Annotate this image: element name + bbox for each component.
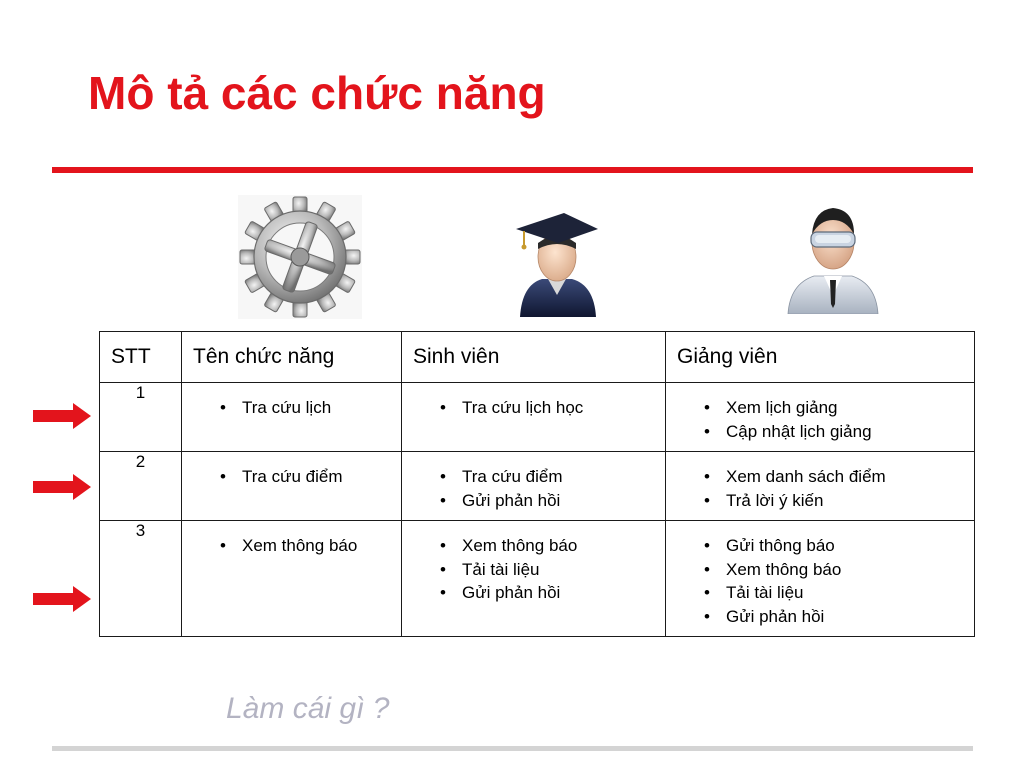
- header-student: Sinh viên: [402, 332, 666, 383]
- header-function: Tên chức năng: [182, 332, 402, 383]
- list-item: • Gửi thông báo: [666, 534, 974, 558]
- function-cell: [182, 521, 402, 637]
- lecturer-icon: [786, 200, 880, 314]
- list-item: • Xem thông báo: [182, 534, 401, 558]
- list-item: • Gửi phản hồi: [402, 489, 665, 513]
- arrow-right-icon: [33, 586, 91, 612]
- list-item: • Trả lời ý kiến: [666, 489, 974, 513]
- question-caption: Làm cái gì ?: [226, 692, 390, 725]
- arrow-right-icon: [33, 474, 91, 500]
- row-number: 2: [100, 452, 182, 521]
- table-row: [100, 383, 975, 452]
- function-cell: [182, 452, 402, 521]
- list-item: • Gửi phản hồi: [666, 605, 974, 629]
- list-item: • Cập nhật lịch giảng: [666, 420, 974, 444]
- header-lecturer: Giảng viên: [666, 332, 975, 383]
- list-item: • Tải tài liệu: [666, 581, 974, 605]
- list-item: • Xem thông báo: [666, 558, 974, 582]
- function-table: [99, 331, 975, 637]
- student-cell: [402, 521, 666, 637]
- table-row: [100, 521, 975, 637]
- list-item: • Tra cứu điểm: [402, 465, 665, 489]
- function-cell: [182, 383, 402, 452]
- footer-divider: [52, 746, 973, 751]
- row-number: 3: [100, 521, 182, 637]
- lecturer-cell: [666, 383, 975, 452]
- header-stt: STT: [100, 332, 182, 383]
- list-item: • Xem lịch giảng: [666, 396, 974, 420]
- title-divider: [52, 167, 973, 173]
- lecturer-cell: [666, 452, 975, 521]
- table-header-row: [100, 332, 975, 383]
- table-row: [100, 452, 975, 521]
- student-cell: [402, 383, 666, 452]
- row-number: 1: [100, 383, 182, 452]
- list-item: • Gửi phản hồi: [402, 581, 665, 605]
- list-item: • Xem danh sách điểm: [666, 465, 974, 489]
- list-item: • Xem thông báo: [402, 534, 665, 558]
- arrow-right-icon: [33, 403, 91, 429]
- list-item: • Tra cứu lịch: [182, 396, 401, 420]
- gear-icon: [238, 195, 362, 319]
- list-item: • Tra cứu điểm: [182, 465, 401, 489]
- list-item: • Tra cứu lịch học: [402, 396, 665, 420]
- page-title: Mô tả các chức năng: [88, 67, 546, 119]
- list-item: • Tải tài liệu: [402, 558, 665, 582]
- graduate-student-icon: [512, 205, 602, 317]
- lecturer-cell: [666, 521, 975, 637]
- student-cell: [402, 452, 666, 521]
